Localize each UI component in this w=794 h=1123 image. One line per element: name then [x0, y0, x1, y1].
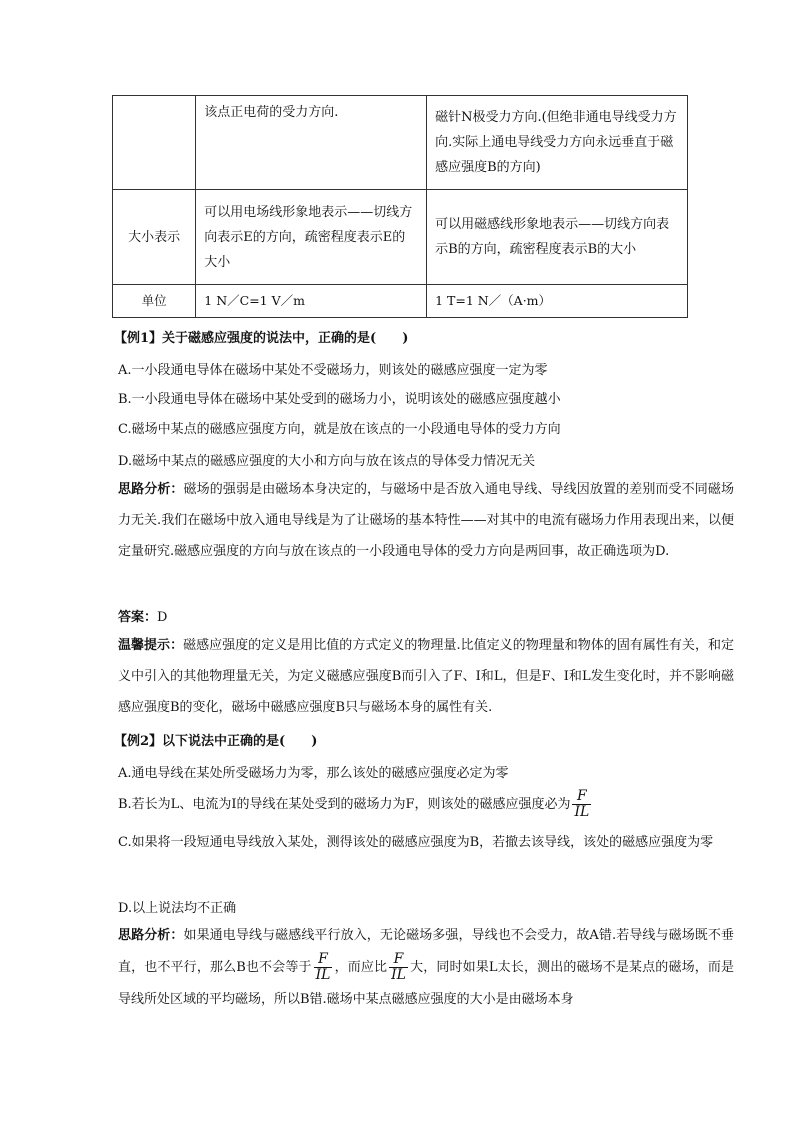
example1-option-b: B.一小段通电导体在磁场中某处受到的磁场力小，说明该处的磁感应强度越小	[118, 392, 561, 407]
table-cell: 该点正电荷的受力方向.	[196, 96, 427, 190]
comparison-table	[112, 95, 688, 318]
example1-title-text: 【例1】关于磁感应强度的说法中，正确的是( )	[114, 331, 409, 346]
fraction-denominator: IL	[574, 804, 590, 820]
fraction-f-over-il	[572, 789, 591, 820]
table-cell: 磁针N极受力方向.(但绝非通电导线受力方向.实际上通电导线受力方向永远垂直于磁感应强度B的方向)	[427, 96, 688, 190]
analysis-label: 思路分析：	[118, 928, 184, 943]
example2-option-c: C.如果将一段短通电导线放入某处，测得该处的磁感应强度为B，若撤去该导线，该处的磁感应强度为零	[118, 835, 714, 850]
fraction-f-over-il	[389, 952, 408, 983]
row-header-size: 大小表示	[113, 190, 196, 285]
example2-option-a: A.通电导线在某处所受磁场力为零，那么该处的磁感应强度必定为零	[118, 766, 509, 781]
table-cell: 可以用磁感线形象地表示——切线方向表示B的方向，疏密程度表示B的大小	[427, 190, 688, 285]
answer-value: D	[157, 610, 168, 625]
example1-tip	[118, 630, 734, 723]
example2-analysis	[118, 920, 734, 1016]
table-cell: 1 N／C=1 V／m	[196, 285, 427, 318]
example1-option-c: C.磁场中某点的磁感应强度方向，就是放在该点的一小段通电导体的受力方向	[118, 422, 561, 437]
tip-label: 温馨提示：	[118, 638, 184, 653]
table-row	[113, 190, 688, 285]
analysis-text-1: 如果通电导线与磁感线平行放入，无论磁场多强，导线也不会受力，故A错.若导线与磁场既不垂直，也不平行，那么B也不会等于	[118, 928, 734, 975]
example2-option-d: D.以上说法均不正确	[118, 901, 237, 916]
analysis-text: 磁场的强弱是由磁场本身决定的，与磁场中是否放入通电导线、导线因放置的差别而受不同磁场力无关.我们在磁场中放入通电导线是为了让磁场的基本特性——对其中的电流有磁场力作用表现出来，以便定量研究.磁感应强度的方向与放在该点的一小段通电导体的受力方向是两回事，故正确选项为D.	[118, 482, 734, 559]
table-row	[113, 285, 688, 318]
example1-title	[114, 327, 408, 346]
analysis-text-3: 大，同时如果L太长，测出的磁场不是某点的磁场，而是导线所处区域的平均磁场，所以B错.磁场中某点磁感应强度的大小是由磁场本身	[118, 960, 734, 1007]
option-b-text: B.若长为L、电流为I的导线在某处受到的磁场力为F，则该处的磁感应强度必为	[118, 797, 571, 812]
analysis-text-2: ，而应比	[334, 960, 388, 975]
fraction-denominator: IL	[315, 967, 331, 983]
analysis-label: 思路分析：	[118, 482, 184, 497]
fraction-numerator: F	[389, 952, 408, 968]
fraction-f-over-il	[314, 952, 333, 983]
example2-option-b	[118, 789, 593, 820]
table-cell	[113, 96, 196, 190]
table-row	[113, 96, 688, 190]
table-cell: 可以用电场线形象地表示——切线方向表示E的方向，疏密程度表示E的大小	[196, 190, 427, 285]
example1-option-d: D.磁场中某点的磁感应强度的大小和方向与放在该点的导体受力情况无关	[118, 454, 536, 469]
example1-answer	[118, 606, 167, 625]
row-header-unit: 单位	[113, 285, 196, 318]
fraction-numerator: F	[572, 789, 591, 805]
example1-analysis	[118, 474, 734, 567]
example2-title	[114, 730, 317, 749]
answer-label: 答案：	[118, 610, 158, 625]
tip-text: 磁感应强度的定义是用比值的方式定义的物理量.比值定义的物理量和物体的固有属性有关，和定义中引入的其他物理量无关，为定义磁感应强度B而引入了F、I和L，但是F、I和L发生变化时，并不影响磁感应强度B的变化，磁场中磁感应强度B只与磁场本身的属性有关.	[118, 638, 734, 715]
fraction-denominator: IL	[391, 967, 406, 983]
example2-title-text: 【例2】以下说法中正确的是( )	[114, 734, 318, 749]
table-cell: 1 T=1 N／（A·m）	[427, 285, 688, 318]
example1-option-a: A.一小段通电导体在磁场中某处不受磁场力，则该处的磁感应强度一定为零	[118, 363, 548, 378]
fraction-numerator: F	[314, 952, 333, 968]
